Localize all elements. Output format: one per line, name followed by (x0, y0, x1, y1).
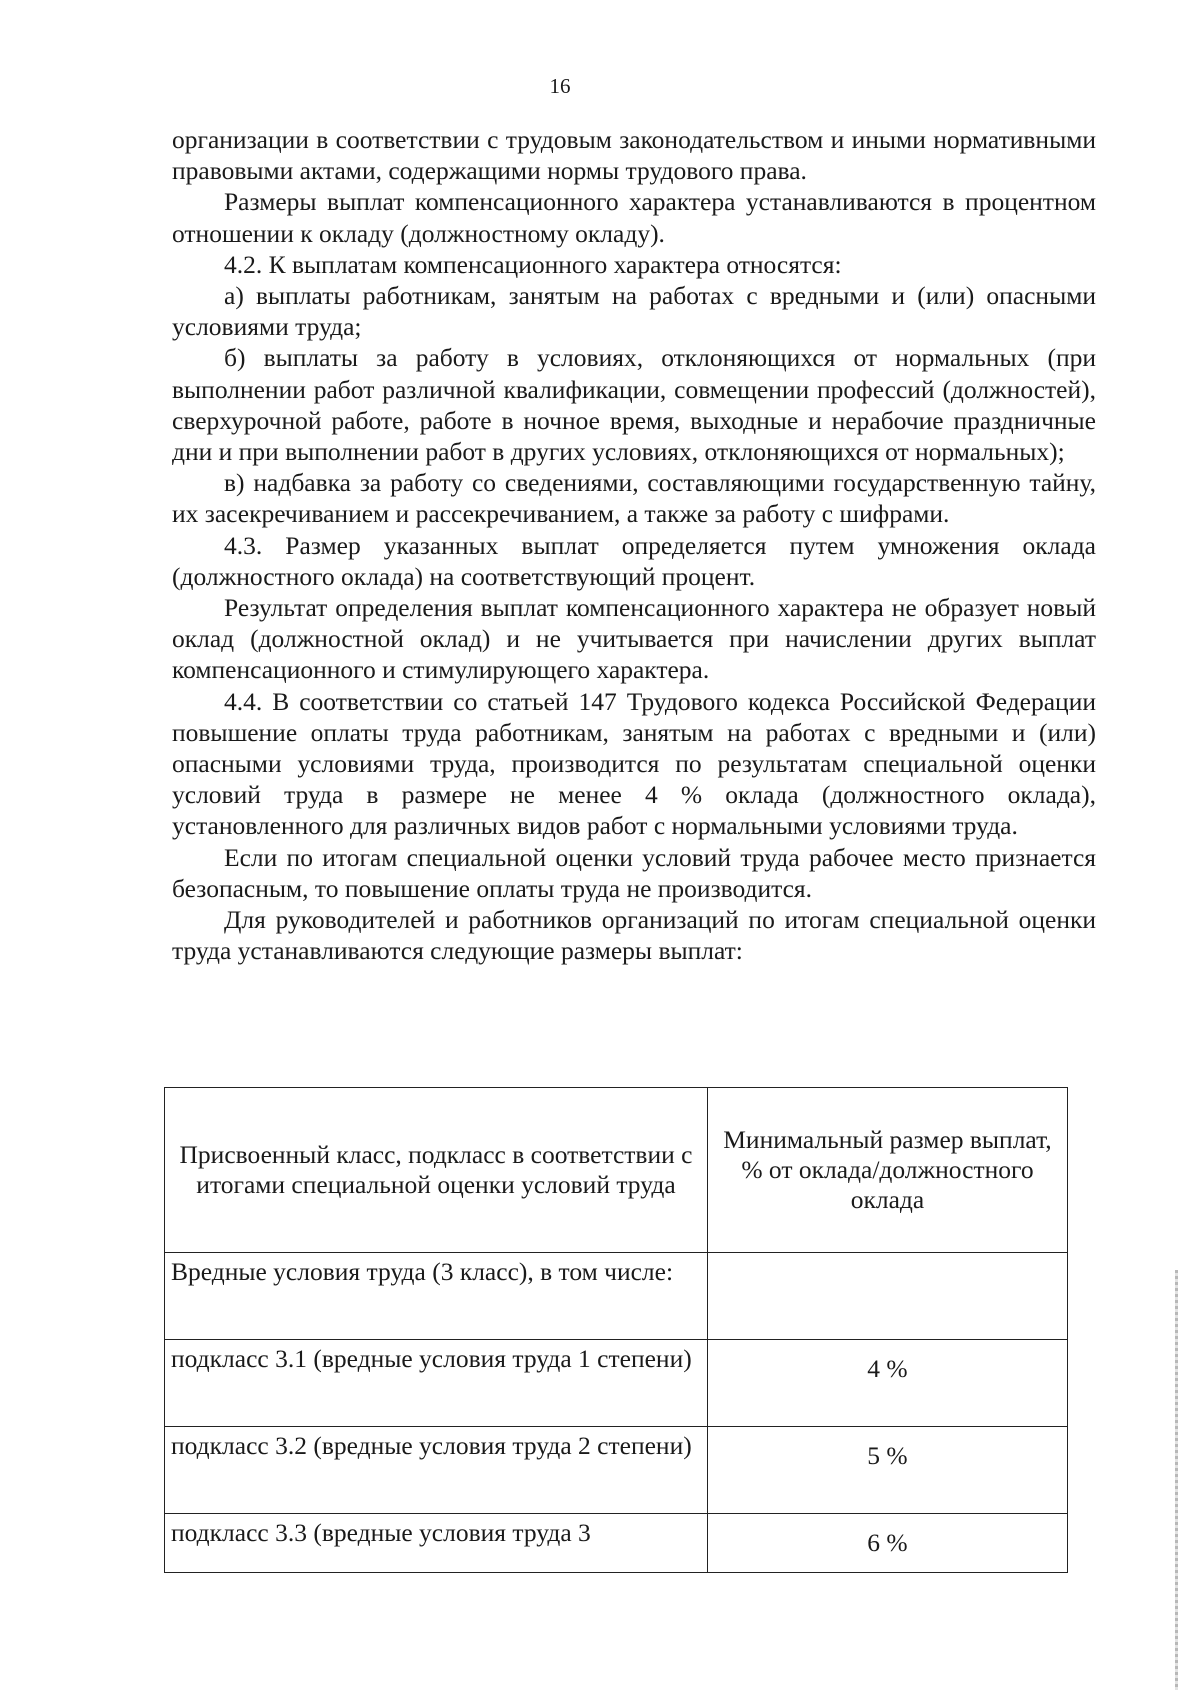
paragraph-4-4: 4.4. В соответствии со статьей 147 Трудового кодекса Российской Федерации повышение оплаты труда работникам, занятым на работах с вредными и (или) опасными условиями труда, производится по результатам специальной оценки условий труда в размере не менее 4 % оклада (должностного оклада), установленного для различных видов работ с нормальными условиями труда. (172, 686, 1096, 841)
rate-cell: 5 % (707, 1427, 1067, 1514)
table-row (165, 1253, 1068, 1340)
document-body (172, 124, 1096, 966)
rate-cell: 6 % (707, 1514, 1067, 1573)
table-row (165, 1427, 1068, 1514)
header-class-cell: Присвоенный класс, подкласс в соответствии с итогами специальной оценки условий труда (165, 1088, 708, 1253)
table-header-row (165, 1088, 1068, 1253)
table-row (165, 1514, 1068, 1573)
paragraph-continuation: организации в соответствии с трудовым законодательством и иными нормативными правовыми актами, содержащими нормы трудового права. (172, 125, 1096, 186)
paragraph-safe-workplace: Если по итогам специальной оценки условий труда рабочее место признается безопасным, то повышение оплаты труда не производится. (172, 842, 1096, 903)
paragraph-table-intro: Для руководителей и работников организаций по итогам специальной оценки труда устанавливаются следующие размеры выплат: (172, 905, 1096, 966)
header-rate-cell: Минимальный размер выплат, % от оклада/должностного оклада (707, 1088, 1067, 1253)
class-cell: подкласс 3.3 (вредные условия труда 3 (165, 1514, 708, 1573)
scan-edge-artifact (1175, 1270, 1178, 1690)
paragraph-4-2-b: б) выплаты за работу в условиях, отклоняющихся от нормальных (при выполнении работ различной квалификации, совмещении профессий (должностей), сверхурочной работе, работе в ночное время, выходные и нерабочие праздничные дни и при выполнении работ в других условиях, отклоняющихся от нормальных); (172, 343, 1096, 467)
page-number: 16 (549, 74, 571, 98)
rates-table-container (164, 1087, 1068, 1573)
class-cell: Вредные условия труда (3 класс), в том числе: (165, 1253, 708, 1340)
table-row (165, 1340, 1068, 1427)
paragraph-4-2-v: в) надбавка за работу со сведениями, составляющими государственную тайну, их засекречиванием и рассекречиванием, а также за работу с шифрами. (172, 468, 1096, 529)
paragraph-4-3-result: Результат определения выплат компенсационного характера не образует новый оклад (должностной оклад) и не учитывается при начислении других выплат компенсационного и стимулирующего характера. (172, 593, 1096, 685)
paragraph-4-2-a: а) выплаты работникам, занятым на работах с вредными и (или) опасными условиями труда; (172, 281, 1096, 342)
class-cell: подкласс 3.2 (вредные условия труда 2 степени) (165, 1427, 708, 1514)
paragraph-4-2: 4.2. К выплатам компенсационного характера относятся: (224, 249, 842, 279)
class-cell: подкласс 3.1 (вредные условия труда 1 степени) (165, 1340, 708, 1427)
paragraph-4-3: 4.3. Размер указанных выплат определяется путем умножения оклада (должностного оклада) на соответствующий процент. (172, 530, 1096, 591)
paragraph-compensation-size: Размеры выплат компенсационного характера устанавливаются в процентном отношении к окладу (должностному окладу). (172, 187, 1096, 248)
rate-cell: 4 % (707, 1340, 1067, 1427)
rate-cell (707, 1253, 1067, 1340)
rates-table (164, 1087, 1068, 1573)
